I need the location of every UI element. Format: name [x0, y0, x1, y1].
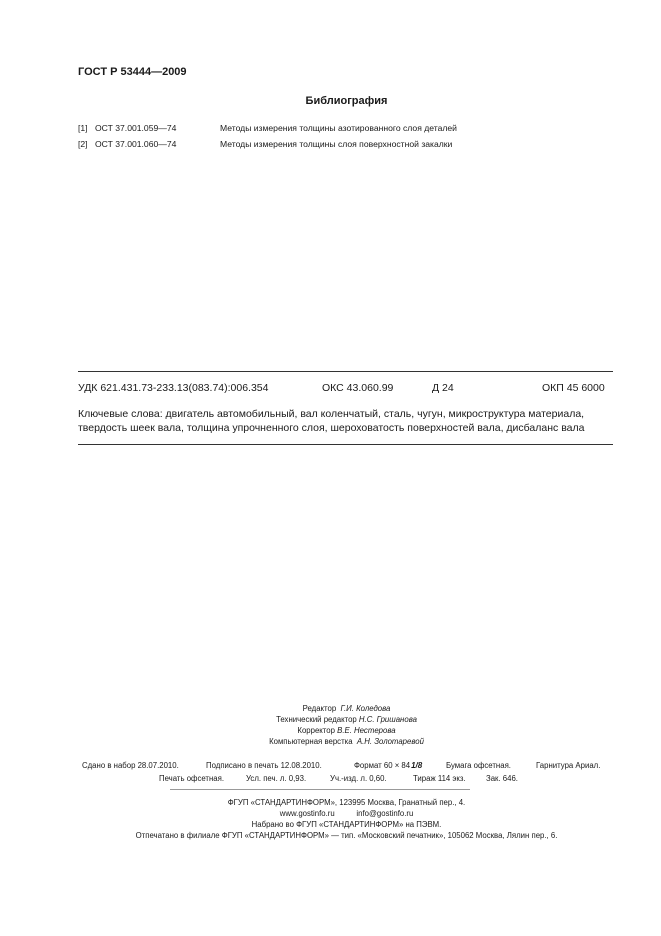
publisher-email-link[interactable]: info@gostinfo.ru [356, 809, 414, 818]
editor-name: Н.С. Гришанова [358, 715, 417, 724]
keywords [78, 407, 584, 435]
print-pub-sheets: Уч.-изд. л. 0,60. [330, 774, 387, 783]
bibliography-item-number: [2] [78, 139, 88, 149]
bottom-divider [78, 444, 613, 445]
top-divider [78, 371, 613, 372]
editors-block [0, 703, 661, 747]
editor-line [0, 736, 661, 747]
editor-name: А.Н. Золотаревой [356, 737, 424, 746]
bibliography-item-title: Методы измерения толщины слоя поверхностной закалки [220, 139, 453, 149]
editor-role: Корректор [297, 726, 335, 735]
editor-role: Редактор [302, 704, 337, 713]
print-format-fraction: 1/8 [411, 761, 423, 770]
publisher-address: ФГУП «СТАНДАРТИНФОРМ», 123995 Москва, Гранатный пер., 4. [227, 798, 466, 807]
editor-line [0, 703, 661, 714]
print-order: Зак. 646. [486, 774, 518, 783]
d-code: Д 24 [432, 382, 454, 394]
editor-role: Компьютерная верстка [269, 737, 353, 746]
udk-code: УДК 621.431.73-233.13(083.74):006.354 [78, 382, 269, 394]
bibliography-item-code: ОСТ 37.001.059—74 [95, 123, 177, 133]
editor-role: Технический редактор [276, 715, 357, 724]
publisher-site-link[interactable]: www.gostinfo.ru [279, 809, 335, 818]
oks-code: ОКС 43.060.99 [322, 382, 394, 394]
bibliography-item-code: ОСТ 37.001.060—74 [95, 139, 177, 149]
publisher-block [0, 797, 661, 841]
print-signed-date: Подписано в печать 12.08.2010. [206, 761, 322, 770]
print-sent-date: Сдано в набор 28.07.2010. [82, 761, 179, 770]
bibliography-item-title: Методы измерения толщины азотированного слоя деталей [220, 123, 457, 133]
editor-line [0, 725, 661, 736]
print-format-label: Формат 60 × 84 [354, 761, 411, 770]
publisher-typeset: Набрано во ФГУП «СТАНДАРТИНФОРМ» на ПЭВМ. [251, 820, 442, 829]
okp-code: ОКП 45 6000 [542, 382, 605, 394]
keywords-line-1: Ключевые слова: двигатель автомобильный, вал коленчатый, сталь, чугун, микроструктура материала, [78, 408, 585, 420]
publisher-divider [170, 789, 470, 790]
print-type: Печать офсетная. [159, 774, 225, 783]
publisher-contacts [0, 808, 661, 819]
editor-name: В.Е. Нестерова [337, 726, 396, 735]
print-paper: Бумага офсетная. [446, 761, 511, 770]
print-format [354, 761, 423, 770]
editor-name: Г.И. Коледова [340, 704, 391, 713]
editor-line [0, 714, 661, 725]
print-run: Тираж 114 экз. [413, 774, 466, 783]
keywords-line-2: твердость шеек вала, толщина упрочненного слоя, шероховатость поверхностей вала, дисбаланс вала [78, 422, 585, 434]
print-sheets: Усл. печ. л. 0,93. [246, 774, 307, 783]
bibliography-title: Библиография [305, 95, 388, 107]
publisher-printed: Отпечатано в филиале ФГУП «СТАНДАРТИНФОРМ» — тип. «Московский печатник», 105062 Москва, Лялин пер., 6. [135, 831, 558, 840]
bibliography-item-number: [1] [78, 123, 88, 133]
document-code: ГОСТ Р 53444—2009 [78, 66, 187, 78]
print-font: Гарнитура Ариал. [536, 761, 601, 770]
